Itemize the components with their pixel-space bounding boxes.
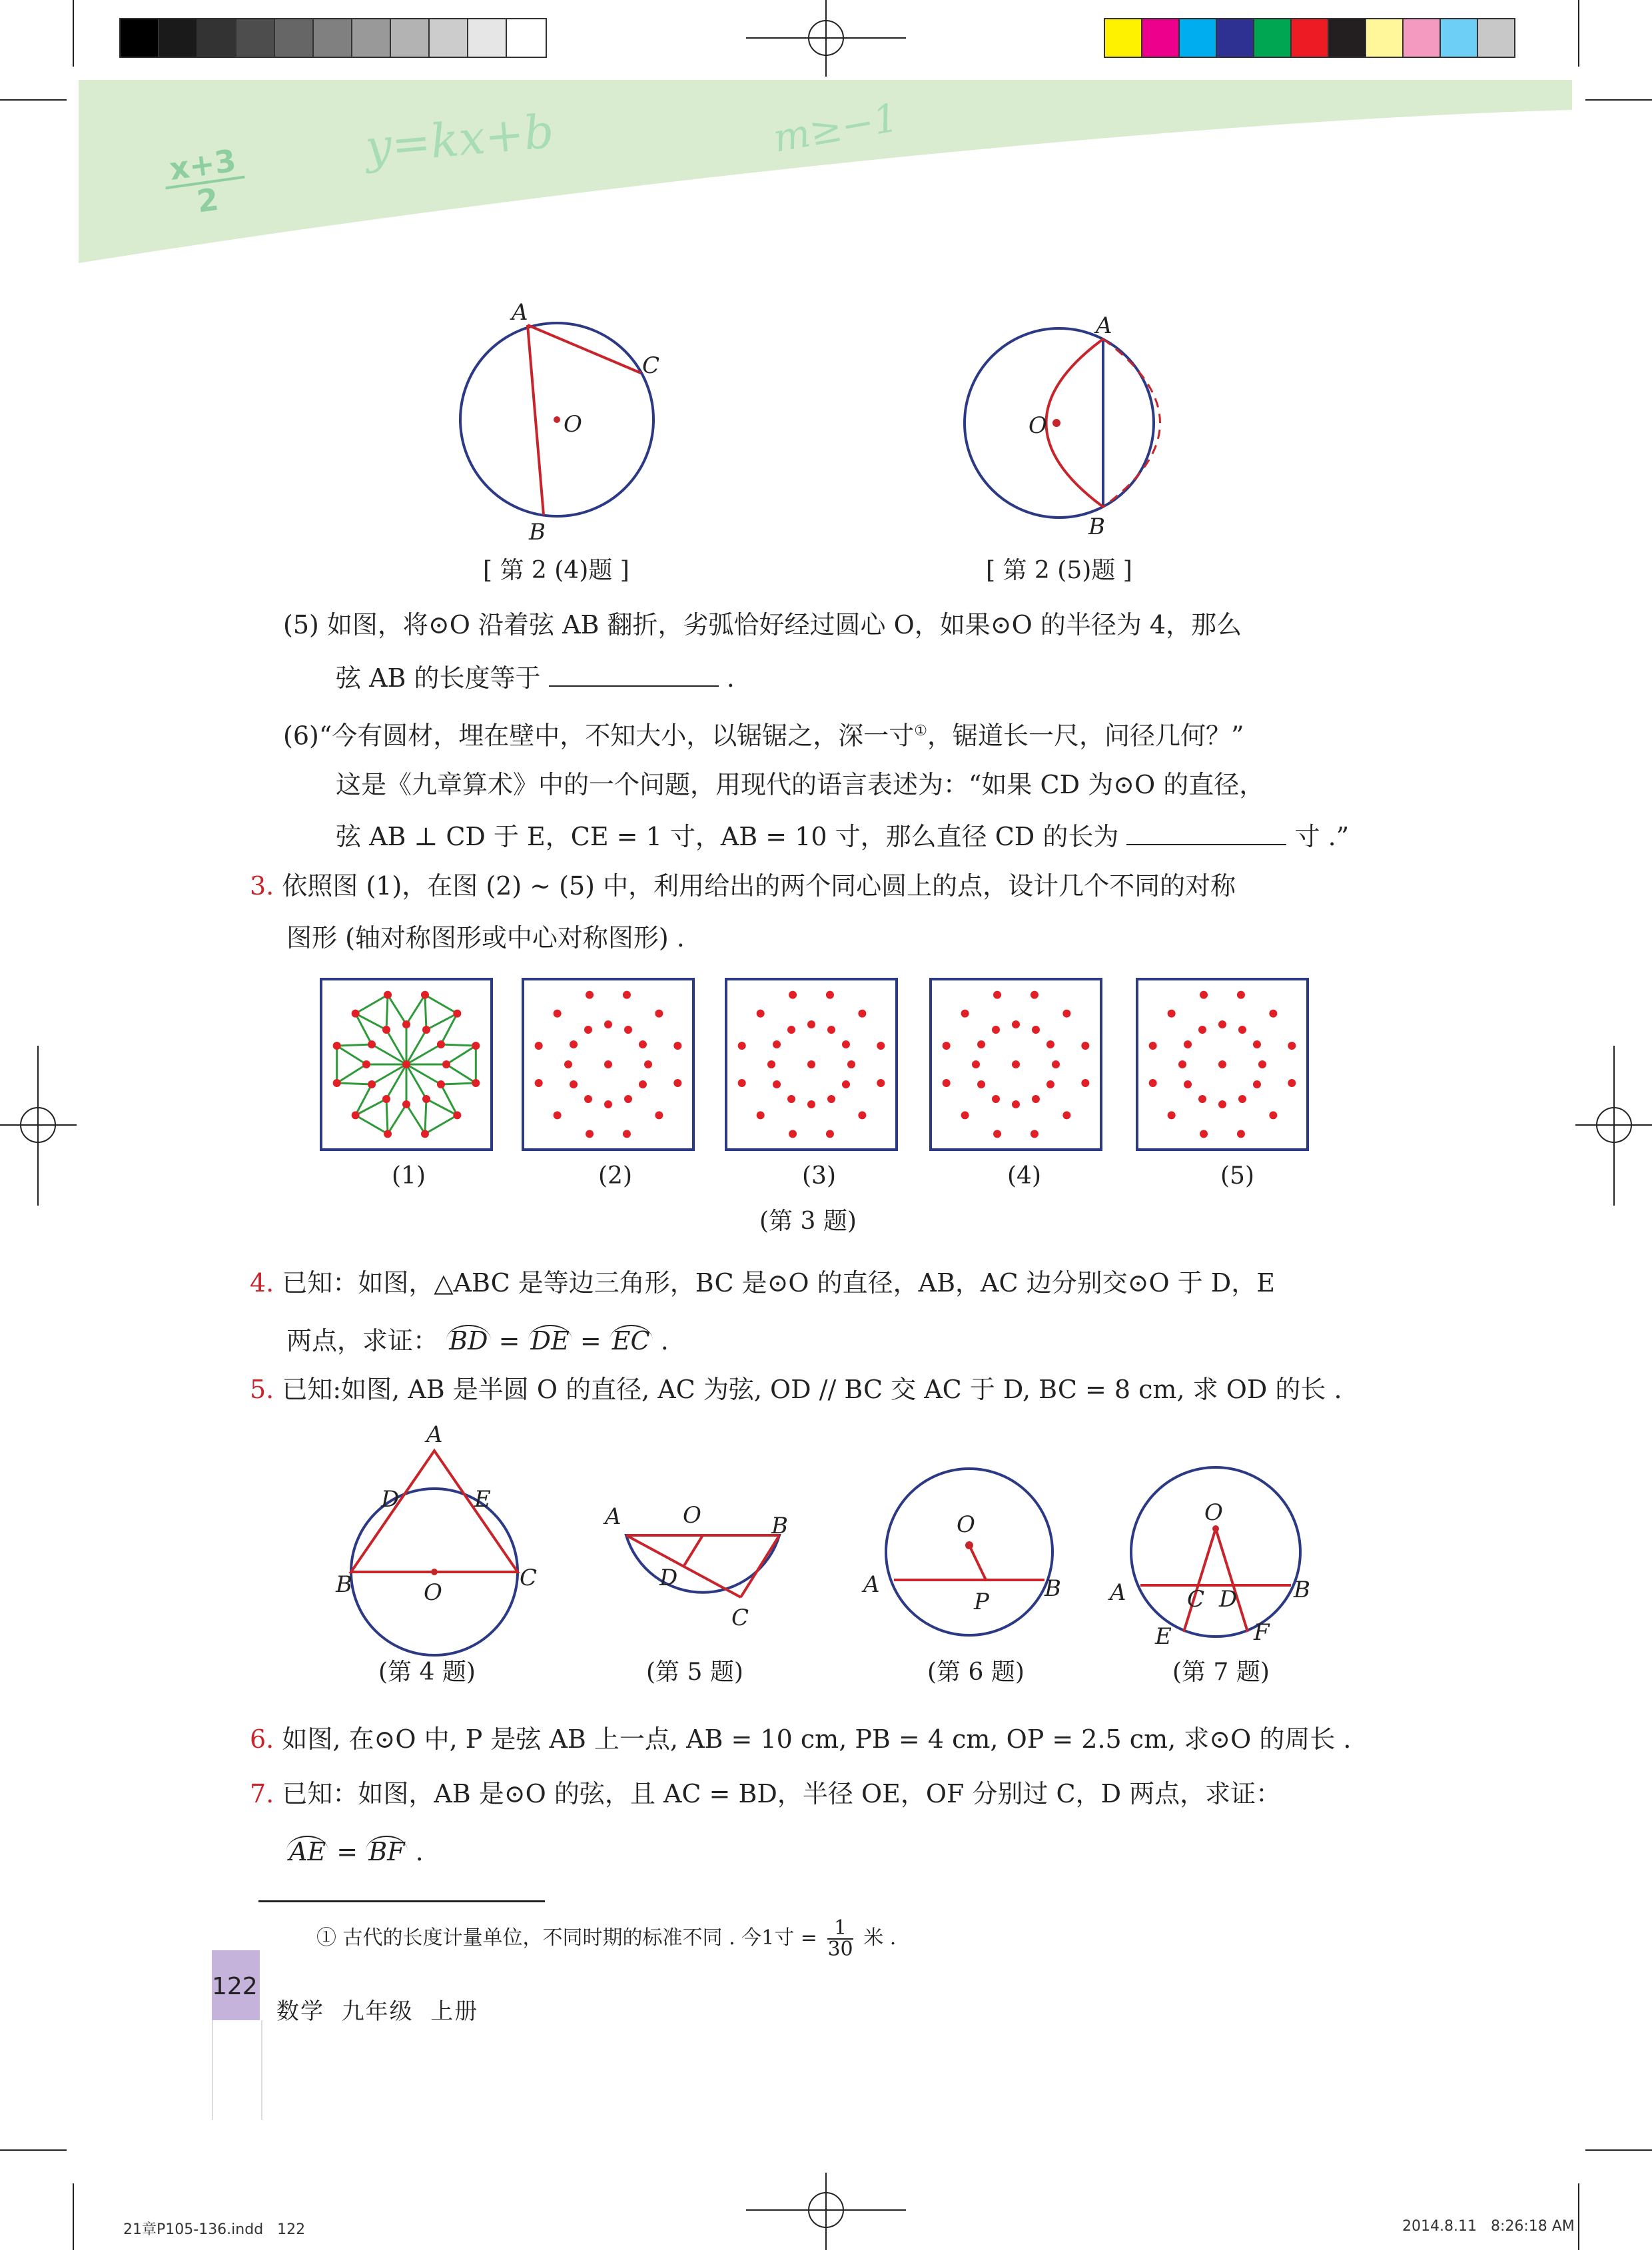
figure-4 xyxy=(326,1419,553,1659)
q3-dot xyxy=(382,1095,390,1103)
q3-dot xyxy=(993,991,1001,999)
q3-dot xyxy=(1012,1060,1020,1068)
q3-dot xyxy=(757,1010,765,1018)
q3-dot xyxy=(604,1100,612,1108)
q3-dot xyxy=(1269,1111,1277,1119)
label-A: A xyxy=(1096,312,1112,339)
footnote-end: 米 . xyxy=(863,1926,897,1950)
q3-dot xyxy=(639,1040,647,1048)
q3-dot xyxy=(1032,1095,1040,1103)
arc-AE: AE xyxy=(286,1836,328,1866)
equals: = xyxy=(580,1326,602,1355)
header-formula-linear: y=kx+b xyxy=(362,103,556,175)
q3-dot xyxy=(1081,1042,1089,1050)
q3-dot xyxy=(789,991,797,999)
q3-dot xyxy=(442,1060,450,1068)
q3-dot xyxy=(639,1080,647,1088)
label-C: C xyxy=(731,1605,749,1631)
q3-dot xyxy=(807,1100,815,1108)
q2-6-line3 xyxy=(336,818,1349,855)
q3-edge xyxy=(441,1044,476,1046)
label-A: A xyxy=(426,1421,443,1448)
q3-dot xyxy=(1200,991,1208,999)
caption-fig-7: (第 7 题) xyxy=(1172,1659,1270,1686)
q3-dot xyxy=(787,1026,795,1034)
q3-dot xyxy=(1149,1079,1157,1087)
page-tab-line xyxy=(212,2020,262,2120)
footnote-ref: ① xyxy=(914,723,927,739)
q3-dot xyxy=(624,1026,632,1034)
q3-panels xyxy=(320,972,1332,1159)
q3-edge xyxy=(388,1104,406,1134)
q3-dot xyxy=(673,1079,681,1087)
q3-edge xyxy=(425,1115,457,1134)
q3-dot xyxy=(1032,1026,1040,1034)
q3-dot xyxy=(623,1130,631,1138)
q3-dot xyxy=(570,1080,578,1088)
fraction-denominator: 2 xyxy=(195,181,221,220)
q3-dot xyxy=(624,1095,632,1103)
q3-dot xyxy=(1218,1100,1226,1108)
q3-dot xyxy=(842,1040,850,1048)
q3-dot xyxy=(1012,1100,1020,1108)
q3-dot xyxy=(673,1042,681,1050)
q3-dot xyxy=(1178,1060,1186,1068)
q3-dot xyxy=(584,1026,592,1034)
q3-dot xyxy=(1218,1060,1226,1068)
q2-5-end: . xyxy=(726,663,735,693)
figure-2-5 xyxy=(953,293,1192,560)
figure-6 xyxy=(859,1452,1079,1652)
q3-text: 依照图 (1)，在图 (2) ~ (5) 中，利用给出的两个同心圆上的点，设计几个不同的对称 xyxy=(282,871,1236,901)
header-formula-inequality: m≥−1 xyxy=(769,95,902,161)
q3-dot xyxy=(757,1111,765,1119)
q3-dot xyxy=(1238,1026,1246,1034)
q3-dot xyxy=(826,991,834,999)
caption-fig-5: (第 5 题) xyxy=(646,1659,743,1686)
header-formula-fraction xyxy=(161,143,249,222)
q3-dot xyxy=(472,1079,480,1087)
label-O: O xyxy=(424,1579,442,1606)
footnote-frac-den: 30 xyxy=(827,1938,853,1961)
q3-dot xyxy=(352,1111,360,1119)
q7-text: 已知：如图，AB 是⊙O 的弦，且 AC = BD，半径 OE，OF 分别过 C，D 两点，求证： xyxy=(282,1779,1282,1808)
q3-dot xyxy=(858,1111,866,1119)
printer-timestamp: 2014.8.11 8:26:18 AM xyxy=(1402,2218,1575,2235)
q2-5-label: (5) xyxy=(283,610,319,639)
q4-end: . xyxy=(660,1326,669,1355)
q3-dot xyxy=(422,1026,430,1034)
label-B: B xyxy=(529,519,546,546)
q3-dot xyxy=(877,1042,885,1050)
caption-fig-6: (第 6 题) xyxy=(927,1659,1025,1686)
q3-dot xyxy=(333,1042,341,1050)
q3-dot xyxy=(384,1130,392,1138)
footnote-mark: ① xyxy=(316,1926,336,1950)
q3-dot xyxy=(586,991,594,999)
q2-5-text: 如图，将⊙O 沿着弦 AB 翻折，劣弧恰好经过圆心 O，如果⊙O 的半径为 4，那么 xyxy=(326,610,1242,639)
q3-dot xyxy=(827,1095,835,1103)
q5-number: 5. xyxy=(250,1375,274,1404)
q6-number: 6. xyxy=(250,1724,274,1754)
q3-edge xyxy=(337,1064,366,1083)
q3-dot xyxy=(402,1060,410,1068)
q5-text: 已知:如图, AB 是半圆 O 的直径, AC 为弦, OD // BC 交 AC 于 D, BC = 8 cm, 求 OD 的长 . xyxy=(282,1375,1342,1404)
q2-6-text3: 弦 AB ⊥ CD 于 E，CE = 1 寸，AB = 10 寸，那么直径 CD 的长为 xyxy=(336,822,1119,851)
q3-dot xyxy=(554,1111,562,1119)
q3-dot xyxy=(570,1040,578,1048)
q3-dot xyxy=(842,1080,850,1088)
q3-dot xyxy=(384,991,392,999)
q3-dot xyxy=(1052,1060,1060,1068)
q3-dot xyxy=(738,1042,746,1050)
q7-line2 xyxy=(286,1833,424,1870)
q3-dot xyxy=(368,1080,376,1088)
q3-dot xyxy=(1237,991,1245,999)
q2-6-text: “今有圆材，埋在壁中，不知大小，以锯锯之，深一寸 xyxy=(318,721,915,751)
q3-edge xyxy=(446,1064,476,1083)
q3-dot xyxy=(1031,1130,1038,1138)
footnote-frac-num: 1 xyxy=(827,1918,853,1940)
q2-5-line1 xyxy=(283,606,1242,643)
footnote-text: 古代的长度计量单位，不同时期的标准不同 . 今1寸 = xyxy=(342,1926,817,1950)
q3-edge xyxy=(388,995,406,1024)
q3-dot xyxy=(402,1100,410,1108)
q4-line2 xyxy=(286,1322,669,1359)
q3-dot xyxy=(1012,1020,1020,1028)
q3-dot xyxy=(352,1010,360,1018)
q3-dot xyxy=(1218,1020,1226,1028)
q3-dot xyxy=(421,1130,429,1138)
q3-dot xyxy=(437,1080,445,1088)
q3-dot xyxy=(535,1079,543,1087)
q3-dot xyxy=(644,1060,652,1068)
label-A: A xyxy=(1110,1579,1126,1606)
q3-dot xyxy=(453,1111,461,1119)
q3-dot xyxy=(437,1040,445,1048)
q3-dot xyxy=(362,1060,370,1068)
q3-dot xyxy=(1046,1080,1054,1088)
q3-dot xyxy=(535,1042,543,1050)
q3-edge xyxy=(425,995,426,1030)
q3-caption: (第 3 题) xyxy=(759,1208,857,1235)
q4-number: 4. xyxy=(250,1268,274,1298)
q3-dot xyxy=(972,1060,980,1068)
q3-dot xyxy=(421,991,429,999)
q3-edge xyxy=(425,995,457,1014)
q3-dot xyxy=(604,1060,612,1068)
q3-dot xyxy=(787,1095,795,1103)
caption-fig-2-4: [ 第 2 (4)题 ] xyxy=(483,557,629,584)
label-F: F xyxy=(1254,1619,1270,1646)
q3-dot xyxy=(333,1079,341,1087)
q3-dot xyxy=(847,1060,855,1068)
q3-dot xyxy=(1046,1040,1054,1048)
label-O: O xyxy=(1029,412,1047,439)
q3-dot xyxy=(584,1095,592,1103)
q5-line1 xyxy=(250,1371,1342,1408)
q2-6-line1 xyxy=(283,713,1244,755)
footnote xyxy=(316,1918,896,1960)
label-D: D xyxy=(659,1565,678,1591)
q7-number: 7. xyxy=(250,1779,274,1808)
q2-6-text-end: ，锯道长一尺，问径几何？” xyxy=(927,721,1244,751)
label-O: O xyxy=(1204,1499,1223,1526)
q3-dot xyxy=(1237,1130,1245,1138)
q2-5-text2: 弦 AB 的长度等于 xyxy=(336,663,541,693)
q3-edge xyxy=(386,1099,388,1134)
label-B: B xyxy=(1294,1577,1310,1603)
q3-dot xyxy=(453,1010,461,1018)
q3-dot xyxy=(368,1040,376,1048)
label-B: B xyxy=(771,1513,788,1539)
q3-dot xyxy=(807,1020,815,1028)
q3-dot xyxy=(472,1042,480,1050)
label-A: A xyxy=(863,1571,880,1598)
q3-edge xyxy=(356,1115,388,1134)
equals: = xyxy=(498,1326,520,1355)
q3-dot xyxy=(1269,1010,1277,1018)
q4-line1 xyxy=(250,1264,1275,1302)
label-E: E xyxy=(474,1486,491,1513)
arc-DE: DE xyxy=(528,1325,572,1355)
footnote-fraction xyxy=(827,1918,853,1960)
q6-line1 xyxy=(250,1720,1352,1758)
q3-dot xyxy=(1168,1010,1176,1018)
figure-5 xyxy=(593,1492,813,1652)
q3-dot xyxy=(992,1095,1000,1103)
q3-dot xyxy=(623,991,631,999)
caption-fig-4: (第 4 题) xyxy=(378,1659,476,1686)
q3-dot xyxy=(1198,1026,1206,1034)
q6-text: 如图, 在⊙O 中, P 是弦 AB 上一点, AB = 10 cm, PB = 4 cm, OP = 2.5 cm, 求⊙O 的周长 . xyxy=(282,1724,1352,1754)
book-title: 数学 九年级 上册 xyxy=(276,1998,479,2025)
q3-dot xyxy=(655,1010,663,1018)
q3-dot xyxy=(1031,991,1038,999)
q3-dot xyxy=(767,1060,775,1068)
q3-dot xyxy=(858,1010,866,1018)
q3-dot xyxy=(1253,1080,1261,1088)
label-D: D xyxy=(1219,1586,1238,1613)
q3-number: 3. xyxy=(250,871,274,901)
q3-dot xyxy=(1200,1130,1208,1138)
q3-dot xyxy=(1168,1111,1176,1119)
label-A: A xyxy=(512,299,528,326)
q3-panel-label-2: (2) xyxy=(598,1162,632,1190)
footnote-divider xyxy=(258,1900,545,1902)
q3-edge xyxy=(441,1083,476,1084)
q3-dot xyxy=(1062,1111,1070,1119)
q4-text2: 两点，求证： xyxy=(286,1326,439,1355)
answer-blank[interactable] xyxy=(549,663,719,687)
q3-panel-label-5: (5) xyxy=(1220,1162,1254,1190)
arc-BD: BD xyxy=(446,1325,490,1355)
q3-edge xyxy=(337,1044,372,1046)
q3-panel-label-3: (3) xyxy=(802,1162,836,1190)
q3-dot xyxy=(943,1042,951,1050)
label-D: D xyxy=(381,1486,400,1513)
q3-dot xyxy=(655,1111,663,1119)
q3-dot xyxy=(422,1095,430,1103)
label-B: B xyxy=(1088,514,1105,540)
q3-dot xyxy=(1288,1042,1296,1050)
q3-dot xyxy=(1288,1079,1296,1087)
q3-dot xyxy=(773,1080,781,1088)
q3-dot xyxy=(773,1040,781,1048)
q3-edge xyxy=(386,995,388,1030)
label-E: E xyxy=(1155,1623,1172,1650)
q3-panel-label-1: (1) xyxy=(392,1162,426,1190)
label-O: O xyxy=(957,1511,975,1538)
q3-edge xyxy=(446,1046,476,1064)
page-number: 122 xyxy=(212,1973,258,2000)
q3-dot xyxy=(1184,1040,1192,1048)
q3-dot xyxy=(554,1010,562,1018)
q3-dot xyxy=(992,1026,1000,1034)
q3-edge xyxy=(356,995,388,1014)
answer-blank[interactable] xyxy=(1126,821,1286,845)
equals: = xyxy=(336,1837,358,1866)
q2-5-line2 xyxy=(336,659,735,697)
q3-dot xyxy=(977,1040,985,1048)
q3-dot xyxy=(961,1111,969,1119)
q2-6-end: 寸 .” xyxy=(1294,822,1350,851)
printer-file-info: 21章P105-136.indd 122 xyxy=(123,2221,306,2238)
figure-7 xyxy=(1106,1452,1326,1652)
q3-dot xyxy=(604,1020,612,1028)
q3-dot xyxy=(1081,1079,1089,1087)
q3-dot xyxy=(977,1080,985,1088)
q4-text: 已知：如图，△ABC 是等边三角形，BC 是⊙O 的直径，AB，AC 边分别交⊙O 于 D，E xyxy=(282,1268,1275,1298)
fraction-numerator: x+3 xyxy=(161,143,244,189)
q3-dot xyxy=(1149,1042,1157,1050)
q3-dot xyxy=(382,1026,390,1034)
q3-dot xyxy=(586,1130,594,1138)
q7-line1 xyxy=(250,1775,1281,1812)
q3-panel-label-4: (4) xyxy=(1007,1162,1041,1190)
arc-BF: BF xyxy=(366,1836,407,1866)
q3-dot xyxy=(826,1130,834,1138)
caption-fig-2-5: [ 第 2 (5)题 ] xyxy=(986,557,1132,584)
q3-dot xyxy=(1258,1060,1266,1068)
q3-dot xyxy=(993,1130,1001,1138)
q3-edge xyxy=(425,1099,426,1134)
q3-dot xyxy=(807,1060,815,1068)
label-O: O xyxy=(564,411,582,438)
q3-dot xyxy=(1198,1095,1206,1103)
label-P: P xyxy=(974,1589,989,1615)
q3-edge xyxy=(337,1046,366,1064)
label-A: A xyxy=(605,1503,621,1530)
label-C: C xyxy=(1187,1586,1205,1613)
q3-dot xyxy=(961,1010,969,1018)
label-C: C xyxy=(642,352,660,379)
q3-edge xyxy=(406,1104,425,1134)
q2-6-line2: 这是《九章算术》中的一个问题，用现代的语言表述为：“如果 CD 为⊙O 的直径， xyxy=(336,770,1265,799)
q3-dot xyxy=(564,1060,572,1068)
q3-line2: 图形 (轴对称图形或中心对称图形) . xyxy=(286,923,685,952)
q3-dot xyxy=(1238,1095,1246,1103)
q3-dot xyxy=(827,1026,835,1034)
figure-2-4 xyxy=(440,293,679,560)
q3-edge xyxy=(337,1083,372,1084)
q3-dot xyxy=(789,1130,797,1138)
q7-end: . xyxy=(415,1837,424,1866)
label-B: B xyxy=(1044,1575,1061,1602)
label-B: B xyxy=(336,1571,352,1598)
q3-line1 xyxy=(250,867,1236,905)
q2-6-label: (6) xyxy=(283,721,319,751)
label-C: C xyxy=(520,1565,538,1591)
q3-dot xyxy=(1062,1010,1070,1018)
q3-dot xyxy=(402,1020,410,1028)
q3-dot xyxy=(1184,1080,1192,1088)
q3-edge xyxy=(406,995,425,1024)
q3-dot xyxy=(943,1079,951,1087)
q3-dot xyxy=(738,1079,746,1087)
arc-EC: EC xyxy=(610,1325,653,1355)
q3-dot xyxy=(1253,1040,1261,1048)
label-O: O xyxy=(683,1502,701,1529)
q3-dot xyxy=(877,1079,885,1087)
